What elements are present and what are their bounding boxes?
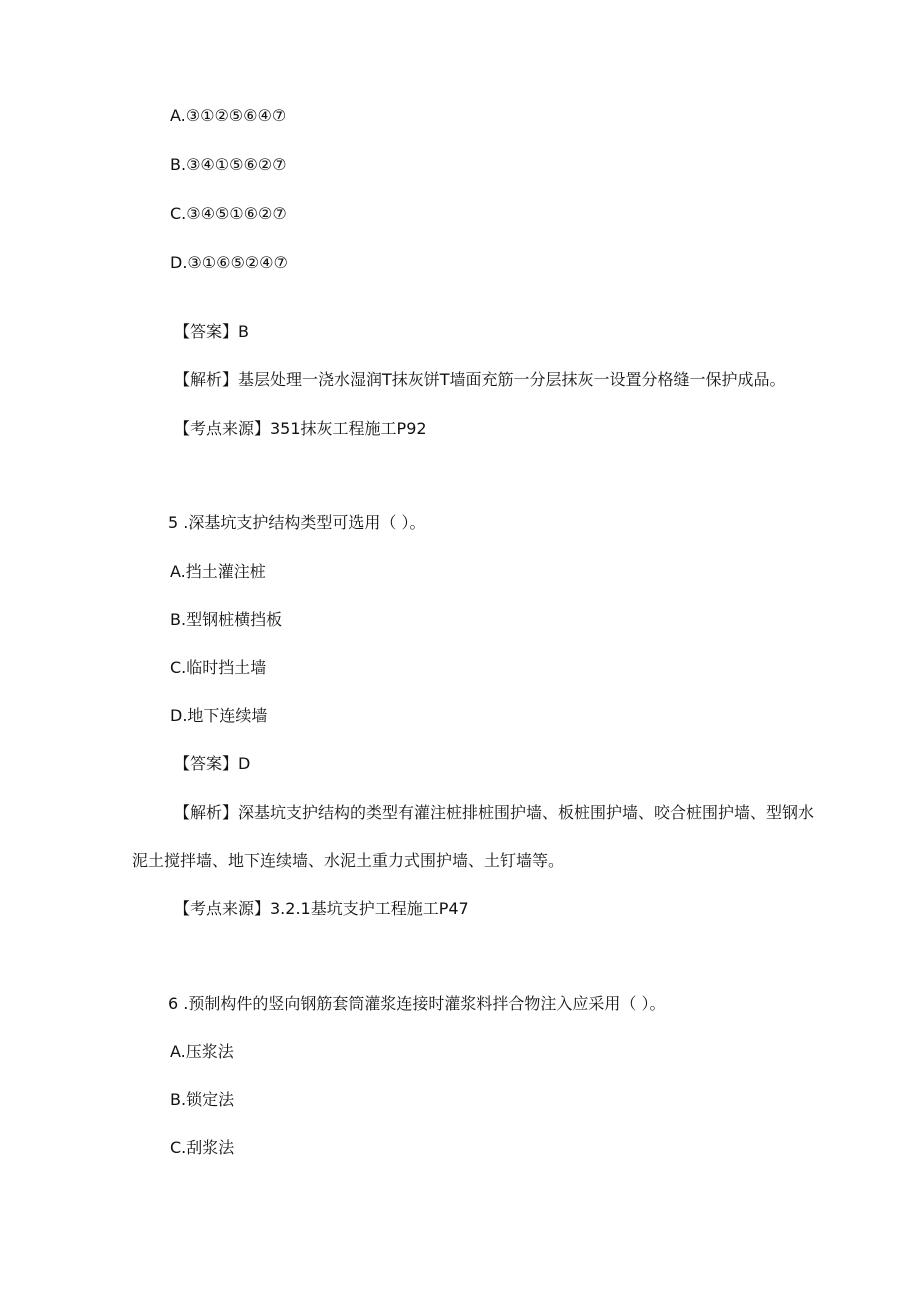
- option-b: B.③④①⑤⑥②⑦: [170, 155, 287, 174]
- option-a: A.③①②⑤⑥④⑦: [170, 106, 287, 125]
- analysis-text-line-1: 【解析】深基坑支护结构的类型有灌注桩排桩围护墙、板桩围护墙、咬合桩围护墙、型钢水: [174, 803, 815, 822]
- answer-label: 【答案】B: [174, 322, 249, 341]
- option-b: B.型钢桩横挡板: [170, 610, 283, 629]
- option-d: D.地下连续墙: [170, 706, 268, 725]
- option-a: A.挡土灌注桩: [170, 562, 266, 581]
- option-c: C.临时挡土墙: [170, 658, 267, 677]
- option-b: B.锁定法: [170, 1090, 235, 1109]
- source-reference: 【考点来源】3.2.1基坑支护工程施工P47: [174, 899, 469, 918]
- question-stem: 5 .深基坑支护结构类型可选用（ ）。: [168, 513, 426, 532]
- analysis-text-line-2: 泥土搅拌墙、地下连续墙、水泥土重力式围护墙、土钉墙等。: [132, 851, 565, 870]
- answer-label: 【答案】D: [174, 754, 251, 773]
- question-stem: 6 .预制构件的竖向钢筋套筒灌浆连接时灌浆料拌合物注入应采用（ ）。: [168, 994, 666, 1013]
- analysis-text: 【解析】基层处理一浇水湿润T抹灰饼T墙面充筋一分层抹灰一设置分格缝一保护成品。: [174, 370, 786, 389]
- option-c: C.③④⑤①⑥②⑦: [170, 204, 287, 223]
- option-a: A.压浆法: [170, 1042, 234, 1061]
- option-d: D.③①⑥⑤②④⑦: [170, 253, 288, 272]
- option-c: C.刮浆法: [170, 1138, 235, 1157]
- source-reference: 【考点来源】351抹灰工程施工P92: [174, 419, 427, 438]
